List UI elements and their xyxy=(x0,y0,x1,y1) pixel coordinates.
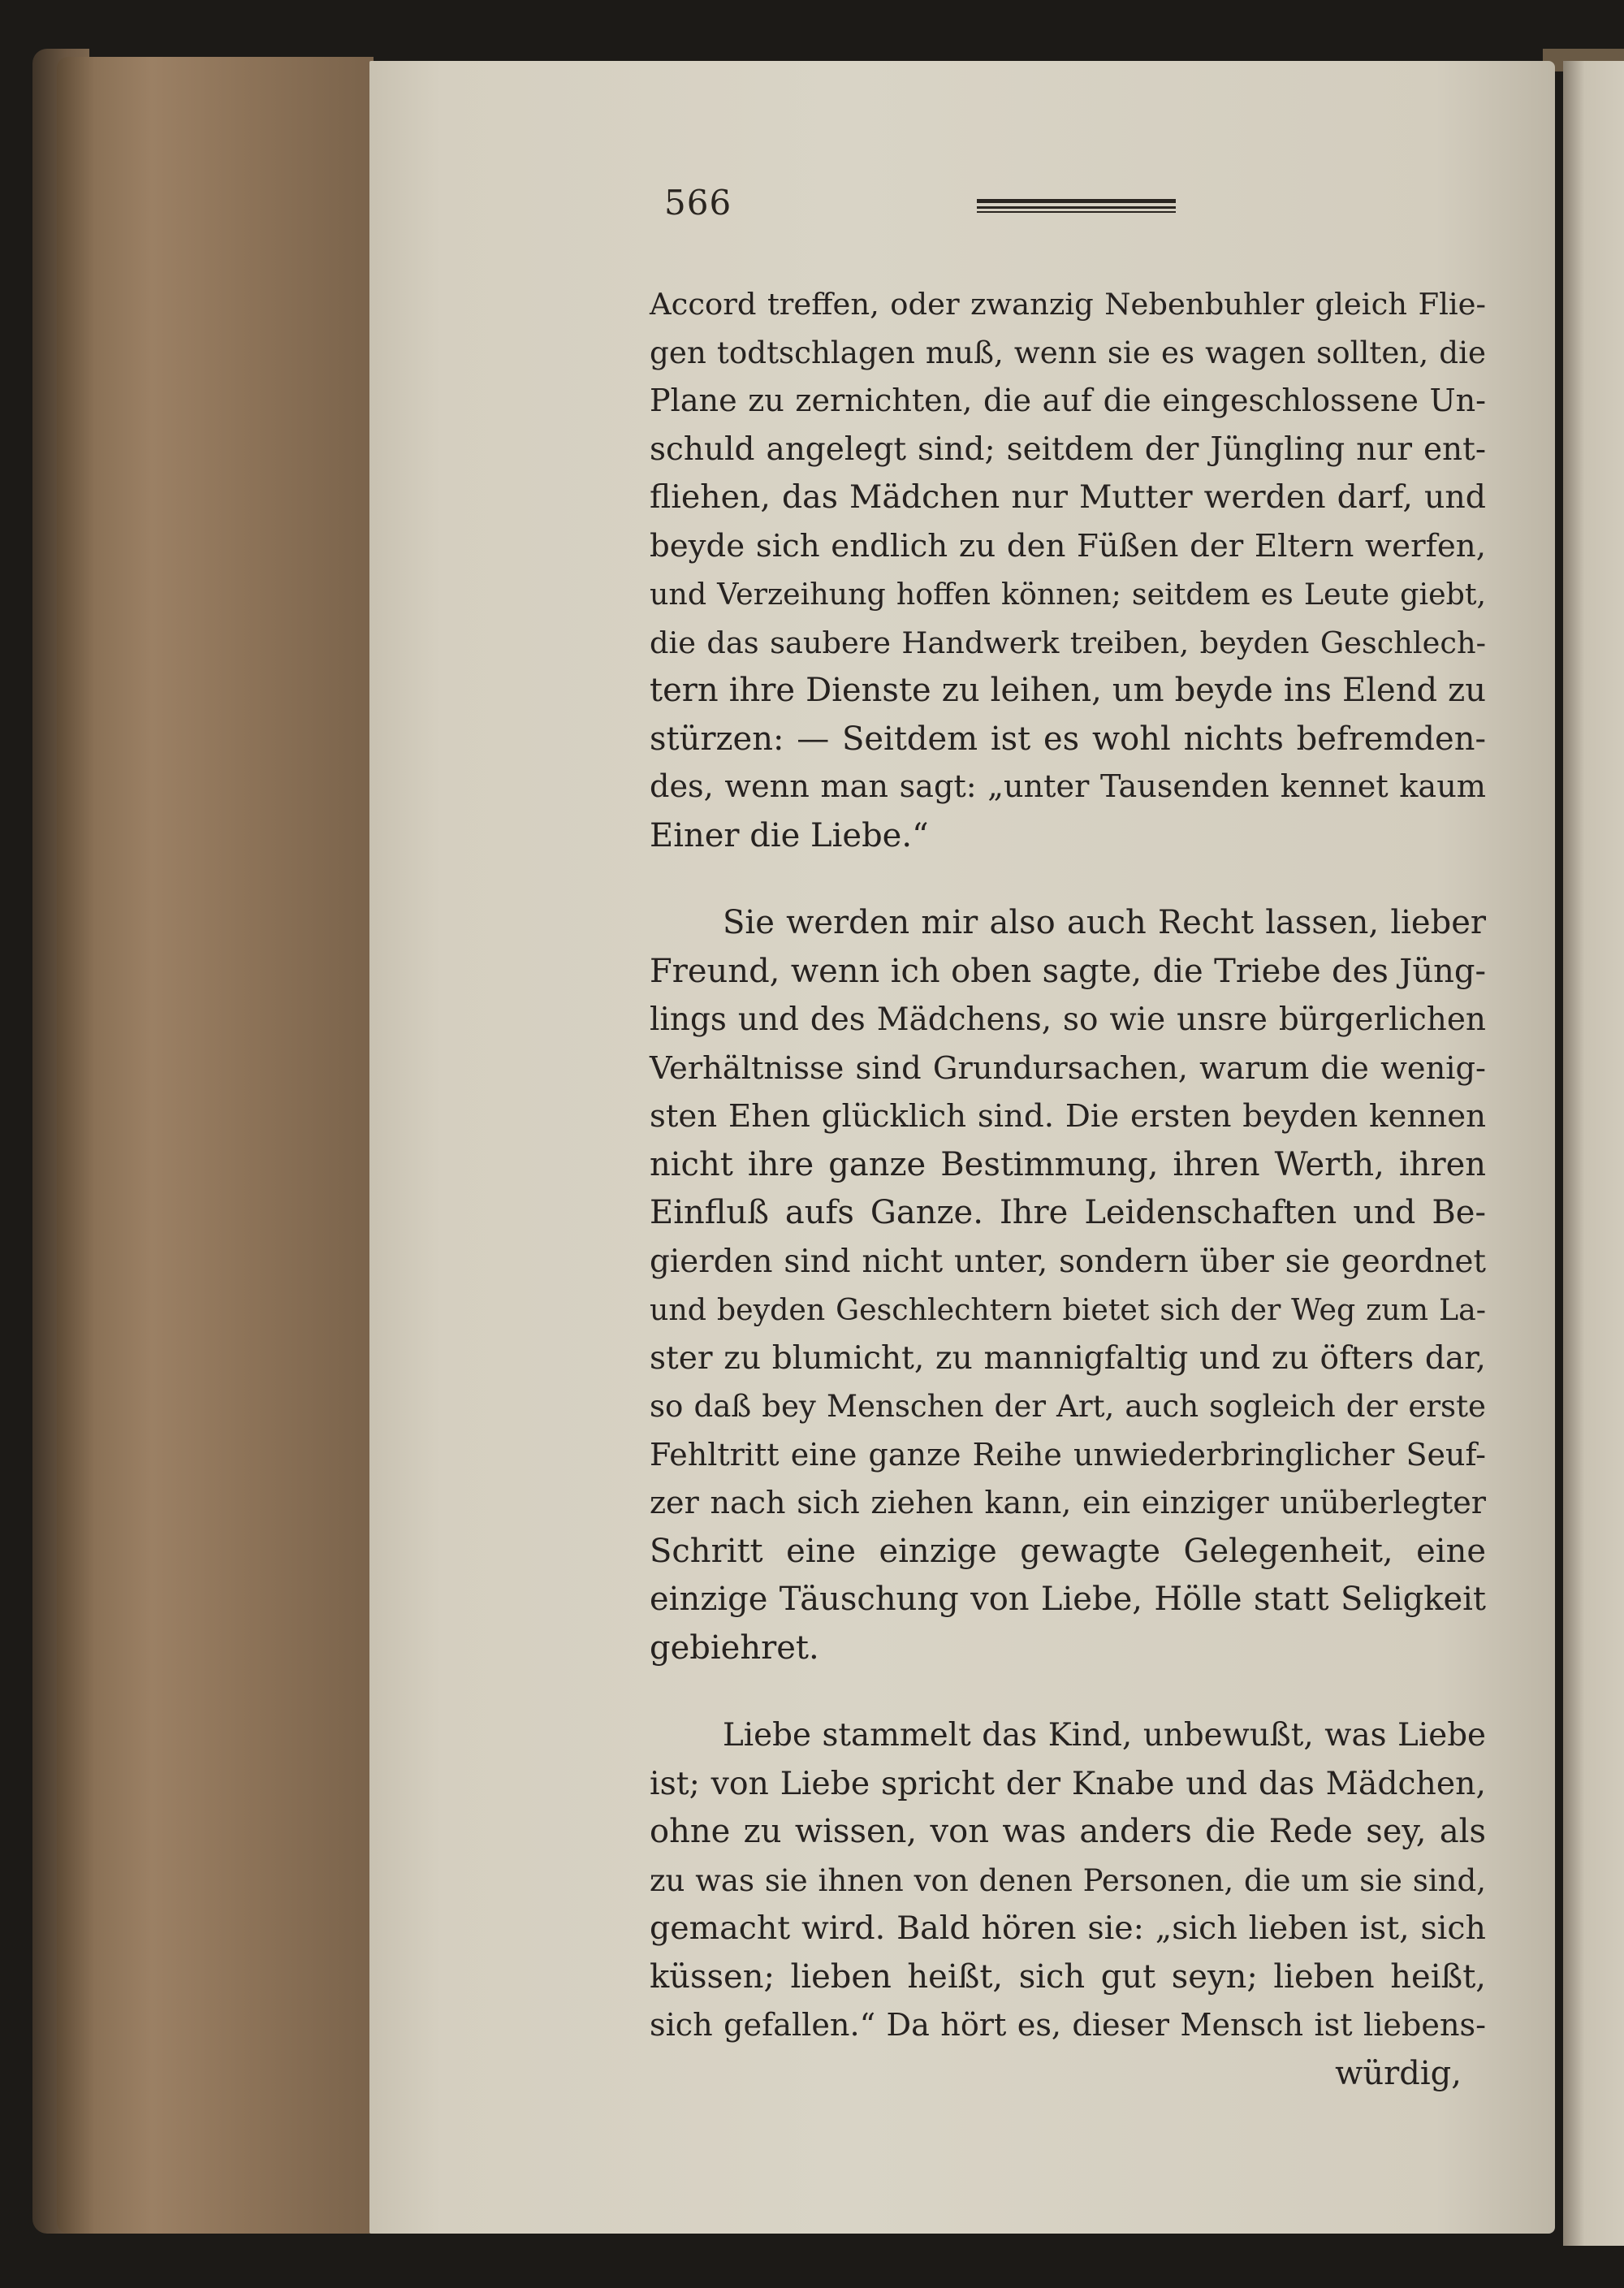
text-line: einzige Täuschung von Liebe, Hölle statt Seligkeit xyxy=(650,1581,1486,1618)
catchword: würdig, xyxy=(1335,2054,1462,2092)
page-number: 566 xyxy=(664,183,732,223)
header-ornament-rule xyxy=(977,199,1176,214)
text-line: Einer die Liebe.“ xyxy=(650,816,929,854)
text-line: tern ihre Dienste zu leihen, um beyde ins Elend zu xyxy=(650,672,1486,709)
text-line: zu was sie ihnen von denen Personen, die um sie sind, xyxy=(650,1862,1486,1898)
text-line: fliehen, das Mädchen nur Mutter werden darf, und xyxy=(650,478,1486,516)
book-page-edges xyxy=(57,57,374,2234)
text-line: nicht ihre ganze Bestimmung, ihren Werth, ihren xyxy=(650,1145,1486,1183)
text-line: Accord treffen, oder zwanzig Nebenbuhler gleich Flie- xyxy=(650,287,1486,322)
text-line: gebiehret. xyxy=(650,1628,819,1667)
paragraph xyxy=(650,1711,1486,2050)
text-line: und Verzeihung hoffen können; seitdem es Leute giebt, xyxy=(650,577,1486,612)
text-line: Plane zu zernichten, die auf die eingeschlossene Un- xyxy=(650,383,1486,418)
text-line: Einfluß aufs Ganze. Ihre Leidenschaften und Be- xyxy=(650,1194,1486,1231)
next-page-edge xyxy=(1563,61,1624,2246)
text-line: ist; von Liebe spricht der Knabe und das Mädchen, xyxy=(650,1764,1486,1802)
text-line: die das saubere Handwerk treiben, beyden Geschlech- xyxy=(650,625,1486,660)
text-line: Fehltritt eine ganze Reihe unwiederbringlicher Seuf- xyxy=(650,1436,1486,1473)
text-line: Schritt eine einzige gewagte Gelegenheit, eine xyxy=(650,1532,1486,1570)
body-text xyxy=(650,280,1486,2098)
text-line: gierden sind nicht unter, sondern über sie geordnet xyxy=(650,1243,1486,1280)
text-line: so daß bey Menschen der Art, auch sogleich der erste xyxy=(650,1389,1486,1424)
text-line: des, wenn man sagt: „unter Tausenden kennet kaum xyxy=(650,769,1486,805)
text-line: lings und des Mädchens, so wie unsre bürgerlichen xyxy=(650,1001,1486,1038)
text-line: gen todtschlagen muß, wenn sie es wagen sollten, die xyxy=(650,334,1486,370)
text-line: und beyden Geschlechtern bietet sich der Weg zum La- xyxy=(650,1292,1486,1327)
text-line: schuld angelegt sind; seitdem der Jüngling nur ent- xyxy=(650,430,1486,468)
paragraph xyxy=(650,899,1486,1672)
text-line: Liebe stammelt das Kind, unbewußt, was Liebe xyxy=(723,1717,1486,1754)
text-line: Verhältnisse sind Grundursachen, warum die wenig- xyxy=(650,1049,1486,1087)
text-line: zer nach sich ziehen kann, ein einziger unüberlegter xyxy=(650,1485,1486,1520)
text-line: sten Ehen glücklich sind. Die ersten beyden kennen xyxy=(650,1098,1486,1135)
paragraph xyxy=(650,280,1486,860)
text-line: stürzen: — Seitdem ist es wohl nichts befremden- xyxy=(650,720,1486,758)
text-line: küssen; lieben heißt, sich gut seyn; lieben heißt, xyxy=(650,1957,1486,1996)
text-line: ster zu blumicht, zu mannigfaltig und zu öfters dar, xyxy=(650,1339,1486,1377)
text-line: Sie werden mir also auch Recht lassen, lieber xyxy=(723,904,1486,941)
text-line: sich gefallen.“ Da hört es, dieser Mensch ist liebens- xyxy=(650,2007,1486,2043)
text-line: Freund, wenn ich oben sagte, die Triebe des Jüng- xyxy=(650,952,1486,990)
text-line: beyde sich endlich zu den Füßen der Eltern werfen, xyxy=(650,527,1486,564)
page-header xyxy=(664,183,1476,240)
text-line: gemacht wird. Bald hören sie: „sich lieben ist, sich xyxy=(650,1910,1486,1947)
text-line: ohne zu wissen, von was anders die Rede sey, als xyxy=(650,1813,1486,1850)
